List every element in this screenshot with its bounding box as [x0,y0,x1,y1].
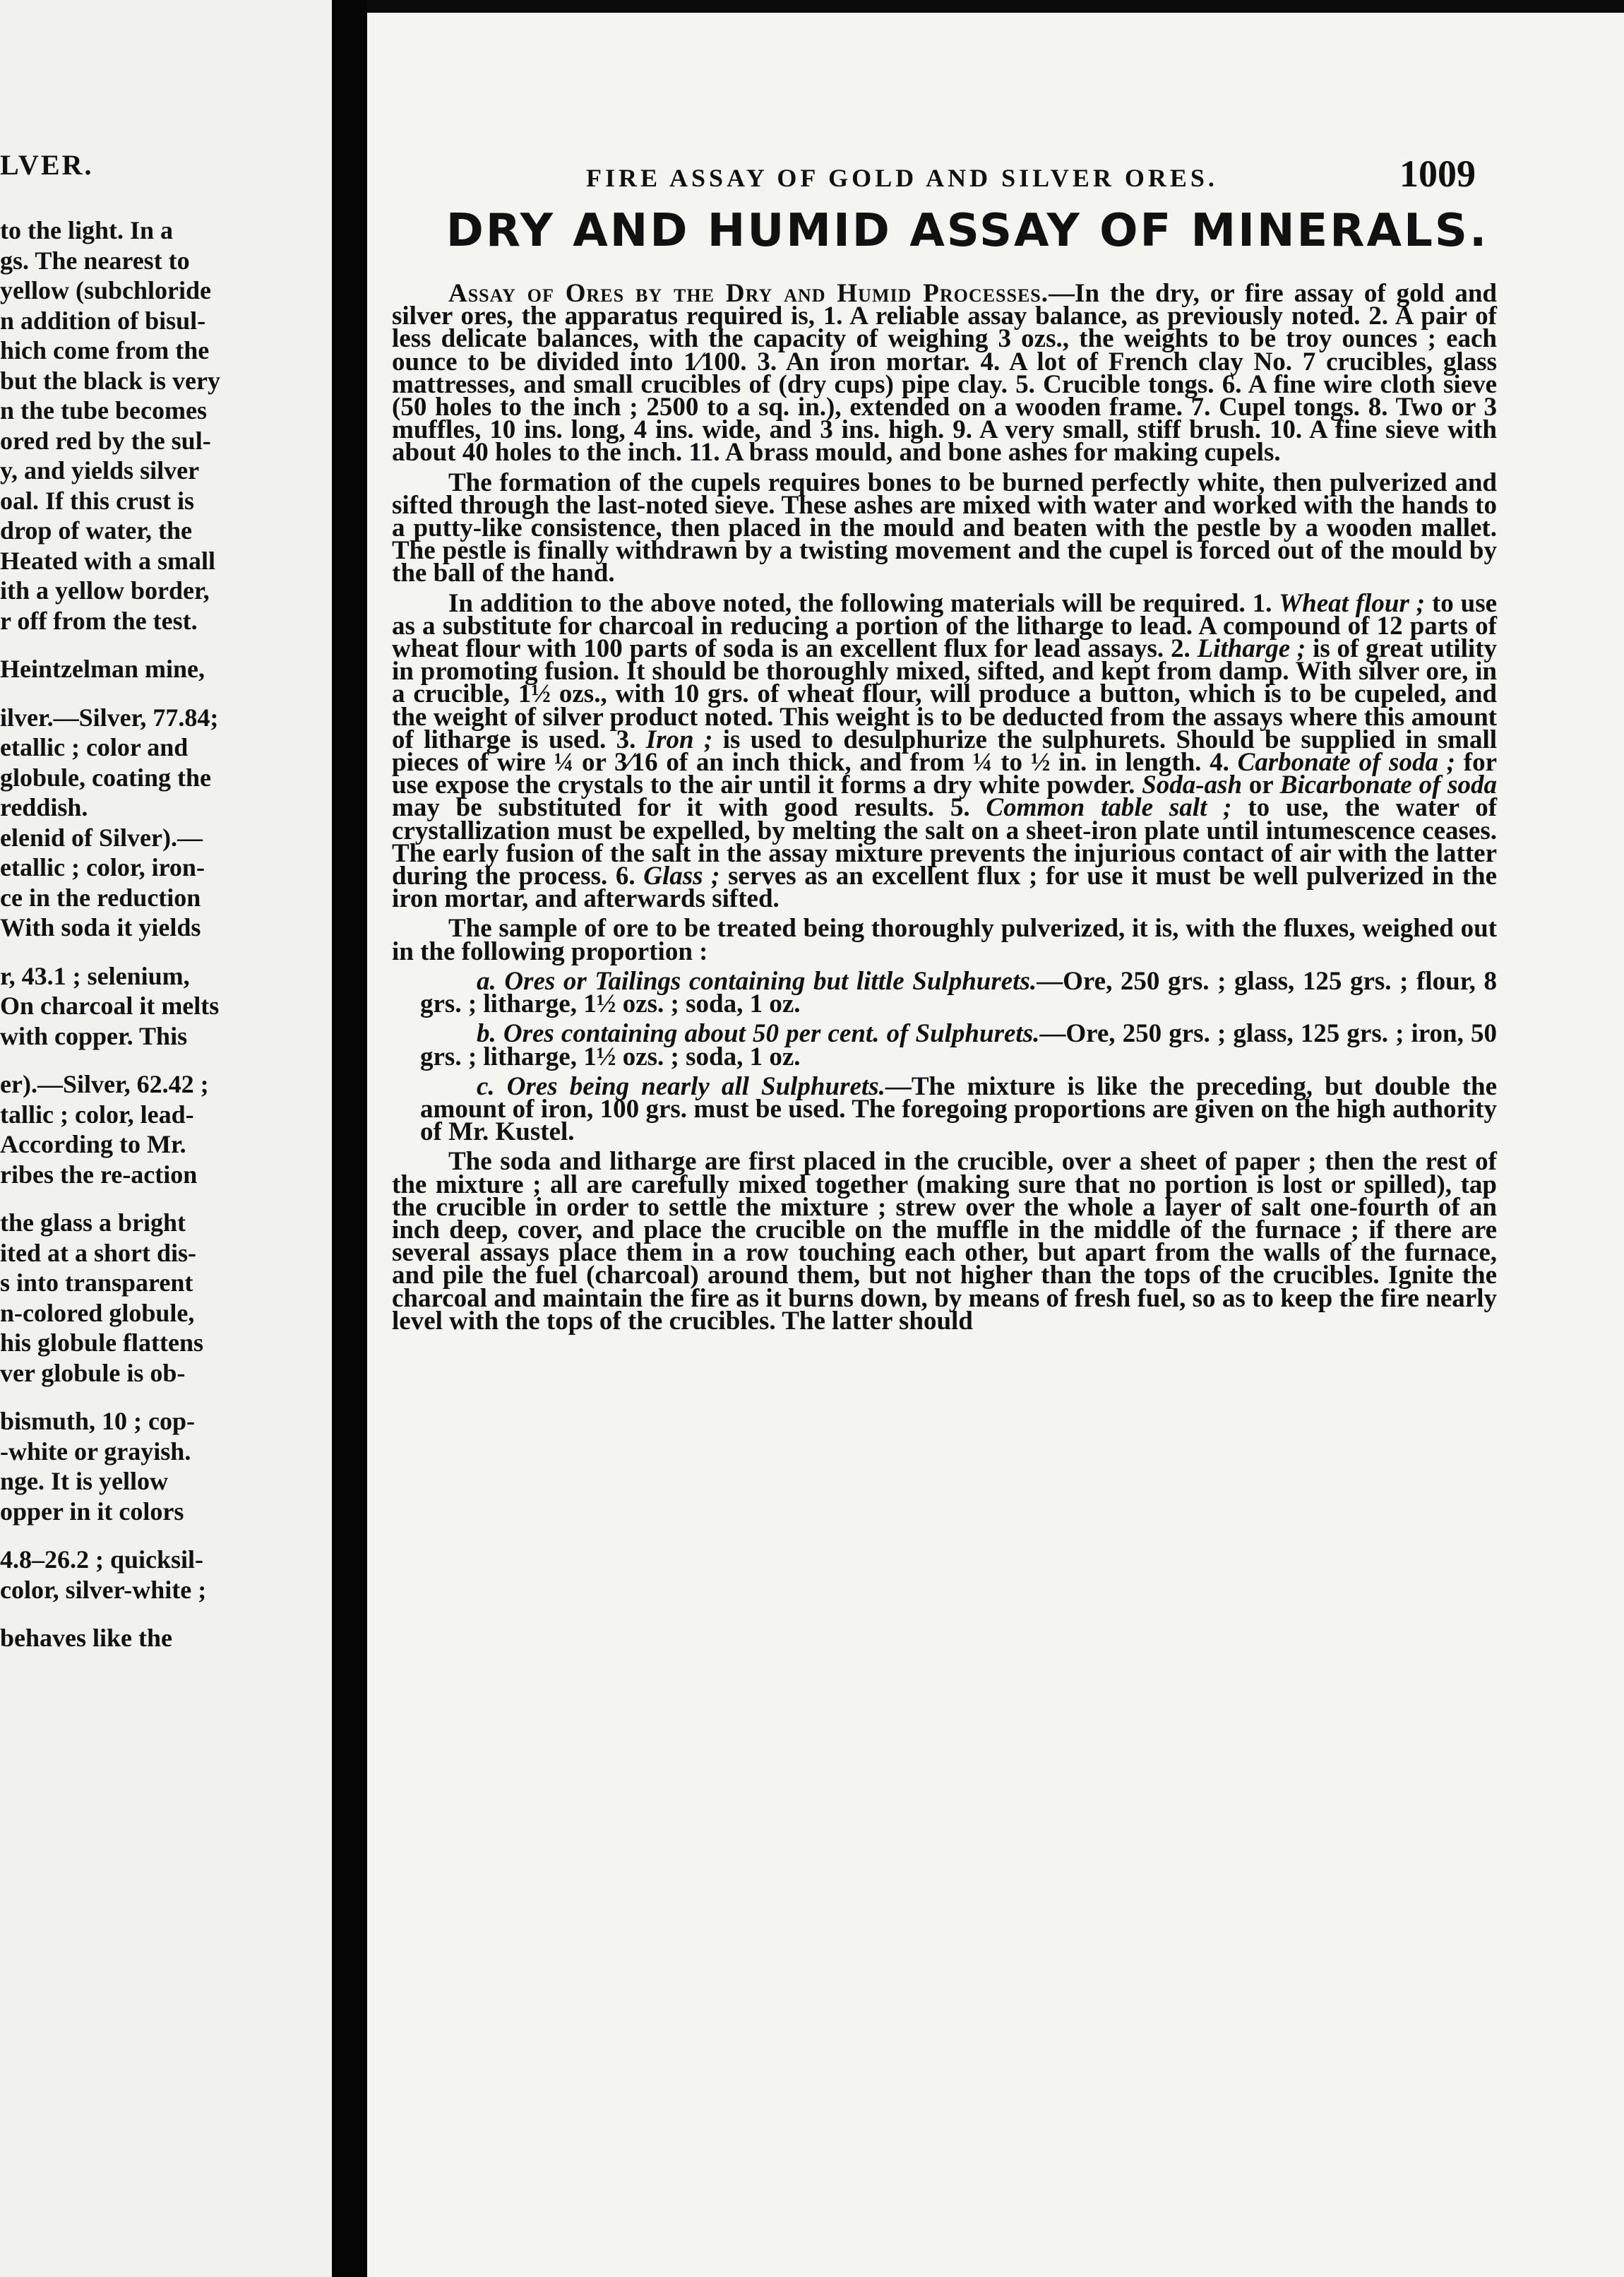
previous-page-line: hich come from the [0,336,210,364]
previous-page-line: r, 43.1 ; selenium, [0,961,190,990]
previous-page-line: ver globule is ob- [0,1358,186,1387]
text-run: is used to desulphurize the sulphurets. Should be supplied in small pieces of wire ¼ or 3⁄16 of an inch thick, and from ¼ to ½ in. in length. 4. [392,725,1498,778]
line-gap [0,943,297,961]
formula-label: b. Ores containing about 50 per cent. of Sulphurets. [477,1019,1040,1049]
previous-page-line: to the light. In a [0,216,174,244]
previous-page-text [0,215,297,1653]
previous-page-line: his globule flattens [0,1328,204,1357]
previous-page-line: ith a yellow border, [0,576,210,605]
previous-page-line: ilver.—Silver, 77.84; [0,703,219,732]
previous-page-line: drop of water, the [0,516,192,545]
section-heading: Assay of Ores by the Dry and Humid Processes. [448,279,1049,308]
previous-page-line: n-colored globule, [0,1298,195,1327]
previous-page-line: tallic ; color, lead- [0,1100,194,1129]
paragraph-cupels: The formation of the cupels requires bones to be burned perfectly white, then pulverized and sifted through the last-noted sieve. These ashes are mixed with water and worked with the hands to a putty-like consistence, then placed in the mould and beaten with the pestle by a wooden mallet. The pestle is finally withdrawn by a twisting movement and the cupel is forced out of the mould by the ball of the hand. [392,468,1497,588]
formula-text: —The mixture is like the preceding, but double the amount of iron, 100 grs. must be used. The foregoing proportions are given on the high authority of Mr. Kustel. [420,1071,1497,1147]
paragraph-proportion: The sample of ore to be treated being thoroughly pulverized, it is, with the fluxes, weighed out in the following proportion : [392,914,1497,966]
formula-b [392,1019,1497,1071]
previous-page-line: with copper. This [0,1021,188,1050]
previous-page-line: Heintzelman mine, [0,655,205,683]
term-glass: Glass ; [643,862,720,891]
line-gap [0,636,297,654]
formula-c [392,1071,1497,1147]
formula-label: c. Ores being nearly all Sulphurets. [477,1071,885,1101]
paragraph-materials [392,588,1498,914]
line-gap [0,1051,297,1069]
running-title: FIRE ASSAY OF GOLD AND SILVER ORES. [586,164,1218,192]
text-run: to use as a substitute for charcoal in reducing a portion of the litharge to lead. A compound of 12 parts of wheat flour with 100 parts of soda is an excellent flux for lead assays. 2. [392,588,1498,664]
previous-page-line: s into transparent [0,1268,193,1297]
previous-page-line: oal. If this crust is [0,486,195,515]
line-gap [0,1189,297,1208]
previous-page-line: color, silver-white ; [0,1575,207,1604]
previous-page-line: etallic ; color and [0,733,189,761]
previous-page-line: According to Mr. [0,1130,186,1158]
text-run: serves as an excellent flux ; for use it must be well pulverized in the iron mortar, and afterwards sifted. [392,862,1498,914]
term-wheat-flour: Wheat flour ; [1279,588,1426,618]
previous-page-line: ribes the re-action [0,1160,198,1189]
previous-page-line: On charcoal it melts [0,992,220,1020]
term-bicarbonate-of-soda: Bicarbonate of soda [1279,771,1498,800]
text-run: to use, the water of crystallization must be expelled, by melting the salt on a sheet-iron plate until intumescence ceases. The early fusion of the salt in the assay mixture prevents the injurious contact of air with the latter during the process. 6. [392,793,1498,891]
text-run: is of great utility in promoting fusion. It should be thoroughly mixed, sifted, and kept from damp. With silver ore, in a crucible, 1½ ozs., with 10 grs. of wheat flour, will produce a button, which is to be cupeled, and the weight of silver product noted. This weight is to be deducted from the assays where this amount of litharge is used. 3. [392,634,1498,754]
line-gap [0,684,297,703]
text-run: In addition to the above noted, the following materials will be required. 1. [448,588,1272,618]
previous-page-line: the glass a bright [0,1208,186,1237]
previous-page-line: Heated with a small [0,546,215,575]
previous-page-line: gs. The nearest to [0,246,190,275]
previous-page-line: With soda it yields [0,913,201,941]
formula-text: —Ore, 250 grs. ; glass, 125 grs. ; iron, 50 grs. ; litharge, 1½ ozs. ; soda, 1 oz. [420,1019,1497,1071]
previous-page-line: ited at a short dis- [0,1238,196,1267]
formula-label: a. Ores or Tailings containing but little Sulphurets. [477,966,1037,996]
term-litharge: Litharge ; [1197,634,1306,664]
previous-page-line: n the tube becomes [0,396,207,424]
previous-page-line: yellow (subchloride [0,276,212,304]
previous-page-line: elenid of Silver).— [0,823,203,852]
formula-text: —Ore, 250 grs. ; glass, 125 grs. ; flour, 8 grs. ; litharge, 1½ ozs. ; soda, 1 oz. [420,966,1497,1019]
previous-page-line: bismuth, 10 ; cop- [0,1407,196,1435]
line-gap [0,1605,297,1623]
previous-page-line: opper in it colors [0,1497,184,1526]
text-run: for use expose the crystals to the air until it forms a dry white powder. [392,748,1498,800]
paragraph-apparatus [392,279,1497,468]
previous-page-line: but the black is very [0,366,221,395]
previous-page-line: 4.8–26.2 ; quicksil- [0,1545,204,1574]
previous-page-line: -white or grayish. [0,1437,191,1466]
term-carbonate-of-soda: Carbonate of soda ; [1237,748,1456,778]
line-gap [0,1388,297,1406]
previous-page-line: r off from the test. [0,606,198,635]
previous-page-running-head: LVER. [0,149,94,181]
running-head [586,152,1504,196]
previous-page-line: n addition of bisul- [0,306,206,335]
text-run: may be substituted for it with good results. 5. [392,793,970,823]
previous-page-line: nge. It is yellow [0,1467,168,1495]
previous-page-line: reddish. [0,793,88,821]
formula-a [392,966,1497,1019]
text-run: or [1248,771,1274,800]
paragraph-text: —In the dry, or fire assay of gold and silver ores, the apparatus required is, 1. A reliable assay balance, as previously noted. 2. A pair of less delicate balances, with the capacity of weighing 3 ozs., the weights to be troy ounces ; each ounce to be divided into 1⁄100. 3. An iron mortar. 4. A lot of French clay No. 7 crucibles, glass mattresses, and small crucibles of (dry cups) pipe clay. 5. Crucible tongs. 6. A fine wire cloth sieve (50 holes to the inch ; 2500 to a sq. in.), extended on a wooden frame. 7. Cupel tongs. 8. Two or 3 muffles, 10 ins. long, 4 ins. wide, and 3 ins. high. 9. A very small, stiff brush. 10. A fine sieve with about 40 holes to the inch. 11. A brass mould, and bone ashes for making cupels. [392,279,1497,468]
previous-page-fragment [0,0,332,2277]
body-text [392,279,1498,1340]
page-title: DRY AND HUMID ASSAY OF MINERALS. [446,205,1489,257]
paragraph-procedure: The soda and litharge are first placed in the crucible, over a sheet of paper ; then the rest of the mixture ; all are carefully mixed together (making sure that no portion is lost or spilled), tap the crucible in order to settle the mixture ; strew over the whole a layer of salt one-fourth of an inch deep, cover, and place the crucible on the muffle in the middle of the furnace ; if there are several assays place them in a row touching each other, but apart from the walls of the furnace, and pile the fuel (charcoal) around them, but not higher than the tops of the crucibles. Ignite the charcoal and maintain the fire as it burns down, by means of fresh fuel, so as to keep the fire nearly level with the tops of the crucibles. The latter should [392,1147,1497,1336]
previous-page-line: er).—Silver, 62.42 ; [0,1070,209,1098]
term-soda-ash: Soda-ash [1142,771,1243,800]
term-common-table-salt: Common table salt ; [986,793,1232,823]
previous-page-line: globule, coating the [0,763,212,792]
page-number: 1009 [1399,153,1476,195]
previous-page-line: etallic ; color, iron- [0,853,205,881]
previous-page-line: ce in the reduction [0,883,201,912]
previous-page-line: behaves like the [0,1624,173,1652]
line-gap [0,1526,297,1545]
previous-page-line: y, and yields silver [0,456,200,484]
previous-page-line: ored red by the sul- [0,426,211,455]
book-gutter [332,0,367,2277]
term-iron: Iron ; [645,725,713,754]
